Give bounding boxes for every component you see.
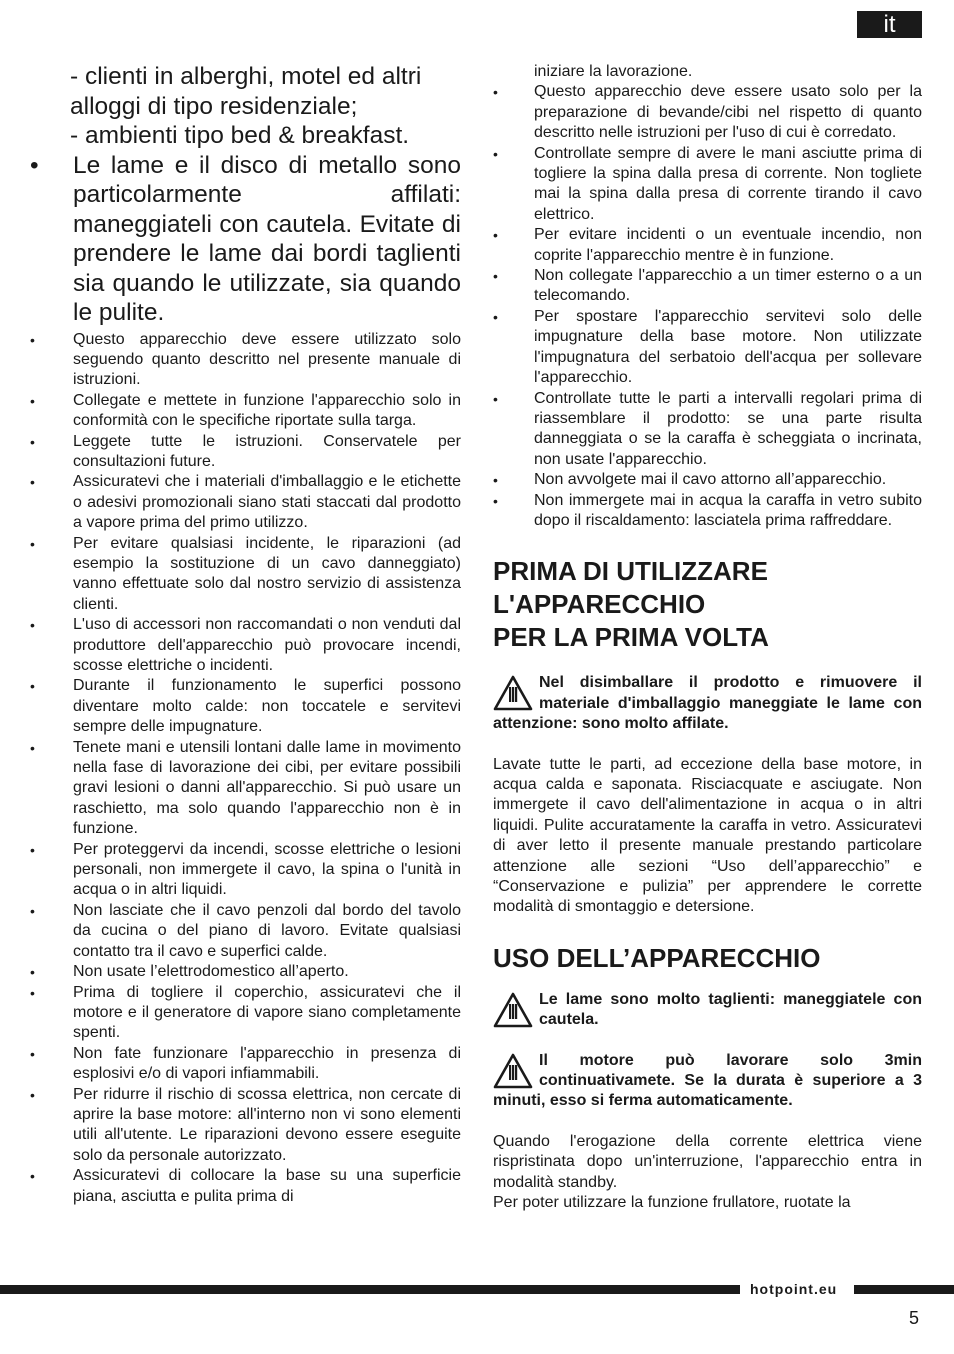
list-item: • Questo apparecchio deve essere utilizzato solo seguendo quanto descritto nel presente manuale di istruzioni. [30,330,461,391]
list-item: • Assicuratevi che i materiali d'imballaggio e le etichette o adesivi promozionali siano stati staccati dal prodotto a vapore prima del primo utilizzo. [30,472,461,533]
list-item: • Per evitare incidenti o un eventuale incendio, non coprite l'apparecchio mentre è in funzione. [493,225,922,266]
list-item: • Leggete tutte le istruzioni. Conservatele per consultazioni future. [30,432,461,473]
list-item: • Per proteggervi da incendi, scosse elettriche o lesioni personali, non immergete il cavo, la spina o l'unità in acqua o in altri liquidi. [30,840,461,901]
list-item: • Tenete mani e utensili lontani dalle lame in movimento nella fase di lavorazione dei cibi, per evitare possibili gravi lesioni o danni all'apparecchio. Si può usare un raschietto, ma solo quando l'apparecchio non è in funzione. [30,738,461,840]
list-item: • Non fate funzionare l'apparecchio in presenza di esplosivi e/o di vapori infiammabili. [30,1044,461,1085]
warning-note [493,1051,922,1112]
heading-line: PER LA PRIMA VOLTA [493,622,769,653]
page-number: 5 [909,1308,920,1328]
list-item: • Controllate tutte le parti a intervalli regolari prima di riassemblare il prodotto: se una parte risulta danneggiata o se la caraffa è scheggiata o incrinata, non usate l'apparecchio. [493,389,922,471]
list-item: • Controllate sempre di avere le mani asciutte prima di togliere la spina dalla presa di corrente. Non togliete mai la spina dalla presa di corrente tirando il cavo elettrico. [493,144,922,226]
language-tab: it [857,11,922,38]
list-item: • Assicuratevi di collocare la base su una superficie piana, asciutta e pulita prima di [30,1166,461,1207]
list-item: • Collegate e mettete in funzione l'apparecchio solo in conformità con le specifiche riportate sulla targa. [30,391,461,432]
section-heading-first-use [493,555,922,654]
list-item: • Non collegate l'apparecchio a un timer esterno o a un telecomando. [493,266,922,307]
list-item: • Per ridurre il rischio di scossa elettrica, non cercate di aprire la base motore: all'interno non vi sono elementi utili all'utente. Le riparazioni devono essere eseguite solo da personale autorizzato. [30,1085,461,1167]
warning-text: Il motore può lavorare solo 3min continuativamete. Se la durata è superiore a 3 minuti, esso si ferma automaticamente. [493,1051,922,1110]
right-column [493,62,922,1213]
list-item: • Durante il funzionamento le superfici possono diventare molto calde: non toccatele e servitevi sempre delle impugnature. [30,676,461,737]
warning-icon [493,1053,533,1089]
warning-text: Le lame sono molto taglienti: maneggiatele con cautela. [539,990,922,1029]
continuation-text: iniziare la lavorazione. [534,63,693,80]
paragraph: Quando l'erogazione della corrente elettrica viene rispristinata dopo un'interruzione, l'apparecchio entra in modalità standby. [493,1132,922,1191]
heading-line: PRIMA DI UTILIZZARE [493,556,768,587]
list-item: • Prima di togliere il coperchio, assicuratevi che il motore e il generatore di vapore siano completamente spenti. [30,983,461,1044]
safety-bullet-list [30,330,461,1207]
dash-line: - ambienti tipo bed & breakfast. [70,122,410,149]
big-bullet-item: • Le lame e il disco di metallo sono particolarmente affilati: maneggiateli con cautela. Evitate di prendere le lame dai bordi taglienti sia quando le utilizzate, sia quando le pulite. [30,151,461,328]
heading-line: L'APPARECCHIO [493,589,706,620]
list-item: • Per spostare l'apparecchio servitevi solo delle impugnature della base motore. Non utilizzate l'impugnatura del serbatoio dell'acqua per sollevare l'apparecchio. [493,307,922,389]
warning-icon [493,992,533,1028]
footer-bar [854,1285,954,1294]
warning-note [493,673,922,734]
footer-bar [0,1285,740,1294]
left-column [30,62,461,1207]
warning-note [493,990,922,1031]
paragraph: Lavate tutte le parti, ad eccezione della base motore, in acqua calda e saponata. Risciacquate e asciugate. Non immergete il cavo dell'alimentazione in acqua o in altri liquidi. Pulite accuratamente la caraffa in vetro. Assicuratevi di aver letto il presente manuale prestando particolare attenzione alle sezioni “Uso dell’apparecchio” e “Conservazione e pulizia” per apprendere le corrette modalità di smontaggio e detersione. [493,755,922,916]
list-item: • L'uso di accessori non raccomandati o non venduti dal produttore dell'apparecchio può provocare incendi, scosse elettriche o incidenti. [30,615,461,676]
list-item: • Non usate l’elettrodomestico all’aperto. [30,962,461,982]
list-item: • Non immergete mai in acqua la caraffa in vetro subito dopo il riscaldamento: lasciatela prima raffreddare. [493,491,922,532]
safety-bullet-list-continued [493,82,922,531]
big-bullet-list [30,151,461,328]
paragraph: Per poter utilizzare la funzione frullatore, ruotate la [493,1194,851,1212]
section-heading-usage: USO DELL’APPARECCHIO [493,942,821,973]
list-item: • Non avvolgete mai il cavo attorno all’apparecchio. [493,470,922,490]
brand-url: hotpoint.eu [750,1281,838,1297]
warning-text: Nel disimballare il prodotto e rimuovere il materiale d'imballaggio maneggiate le lame con attenzione: sono molto affilate. [493,674,922,733]
dash-line: - clienti in alberghi, motel ed altri alloggi di tipo residenziale; [70,63,422,120]
list-item: • Per evitare qualsiasi incidente, le riparazioni (ad esempio la sostituzione di un cavo danneggiato) vanno effettuate solo dal nostro servizio di assistenza clienti. [30,534,461,616]
list-item: • Questo apparecchio deve essere usato solo per la preparazione di bevande/cibi nel rispetto di quanto descritto nelle istruzioni per l'uso di cui è corredato. [493,82,922,143]
warning-icon [493,675,533,711]
list-item: • Non lasciate che il cavo penzoli dal bordo del tavolo da cucina o del piano di lavoro. Evitate qualsiasi contatto tra il cavo e superfici calde. [30,901,461,962]
